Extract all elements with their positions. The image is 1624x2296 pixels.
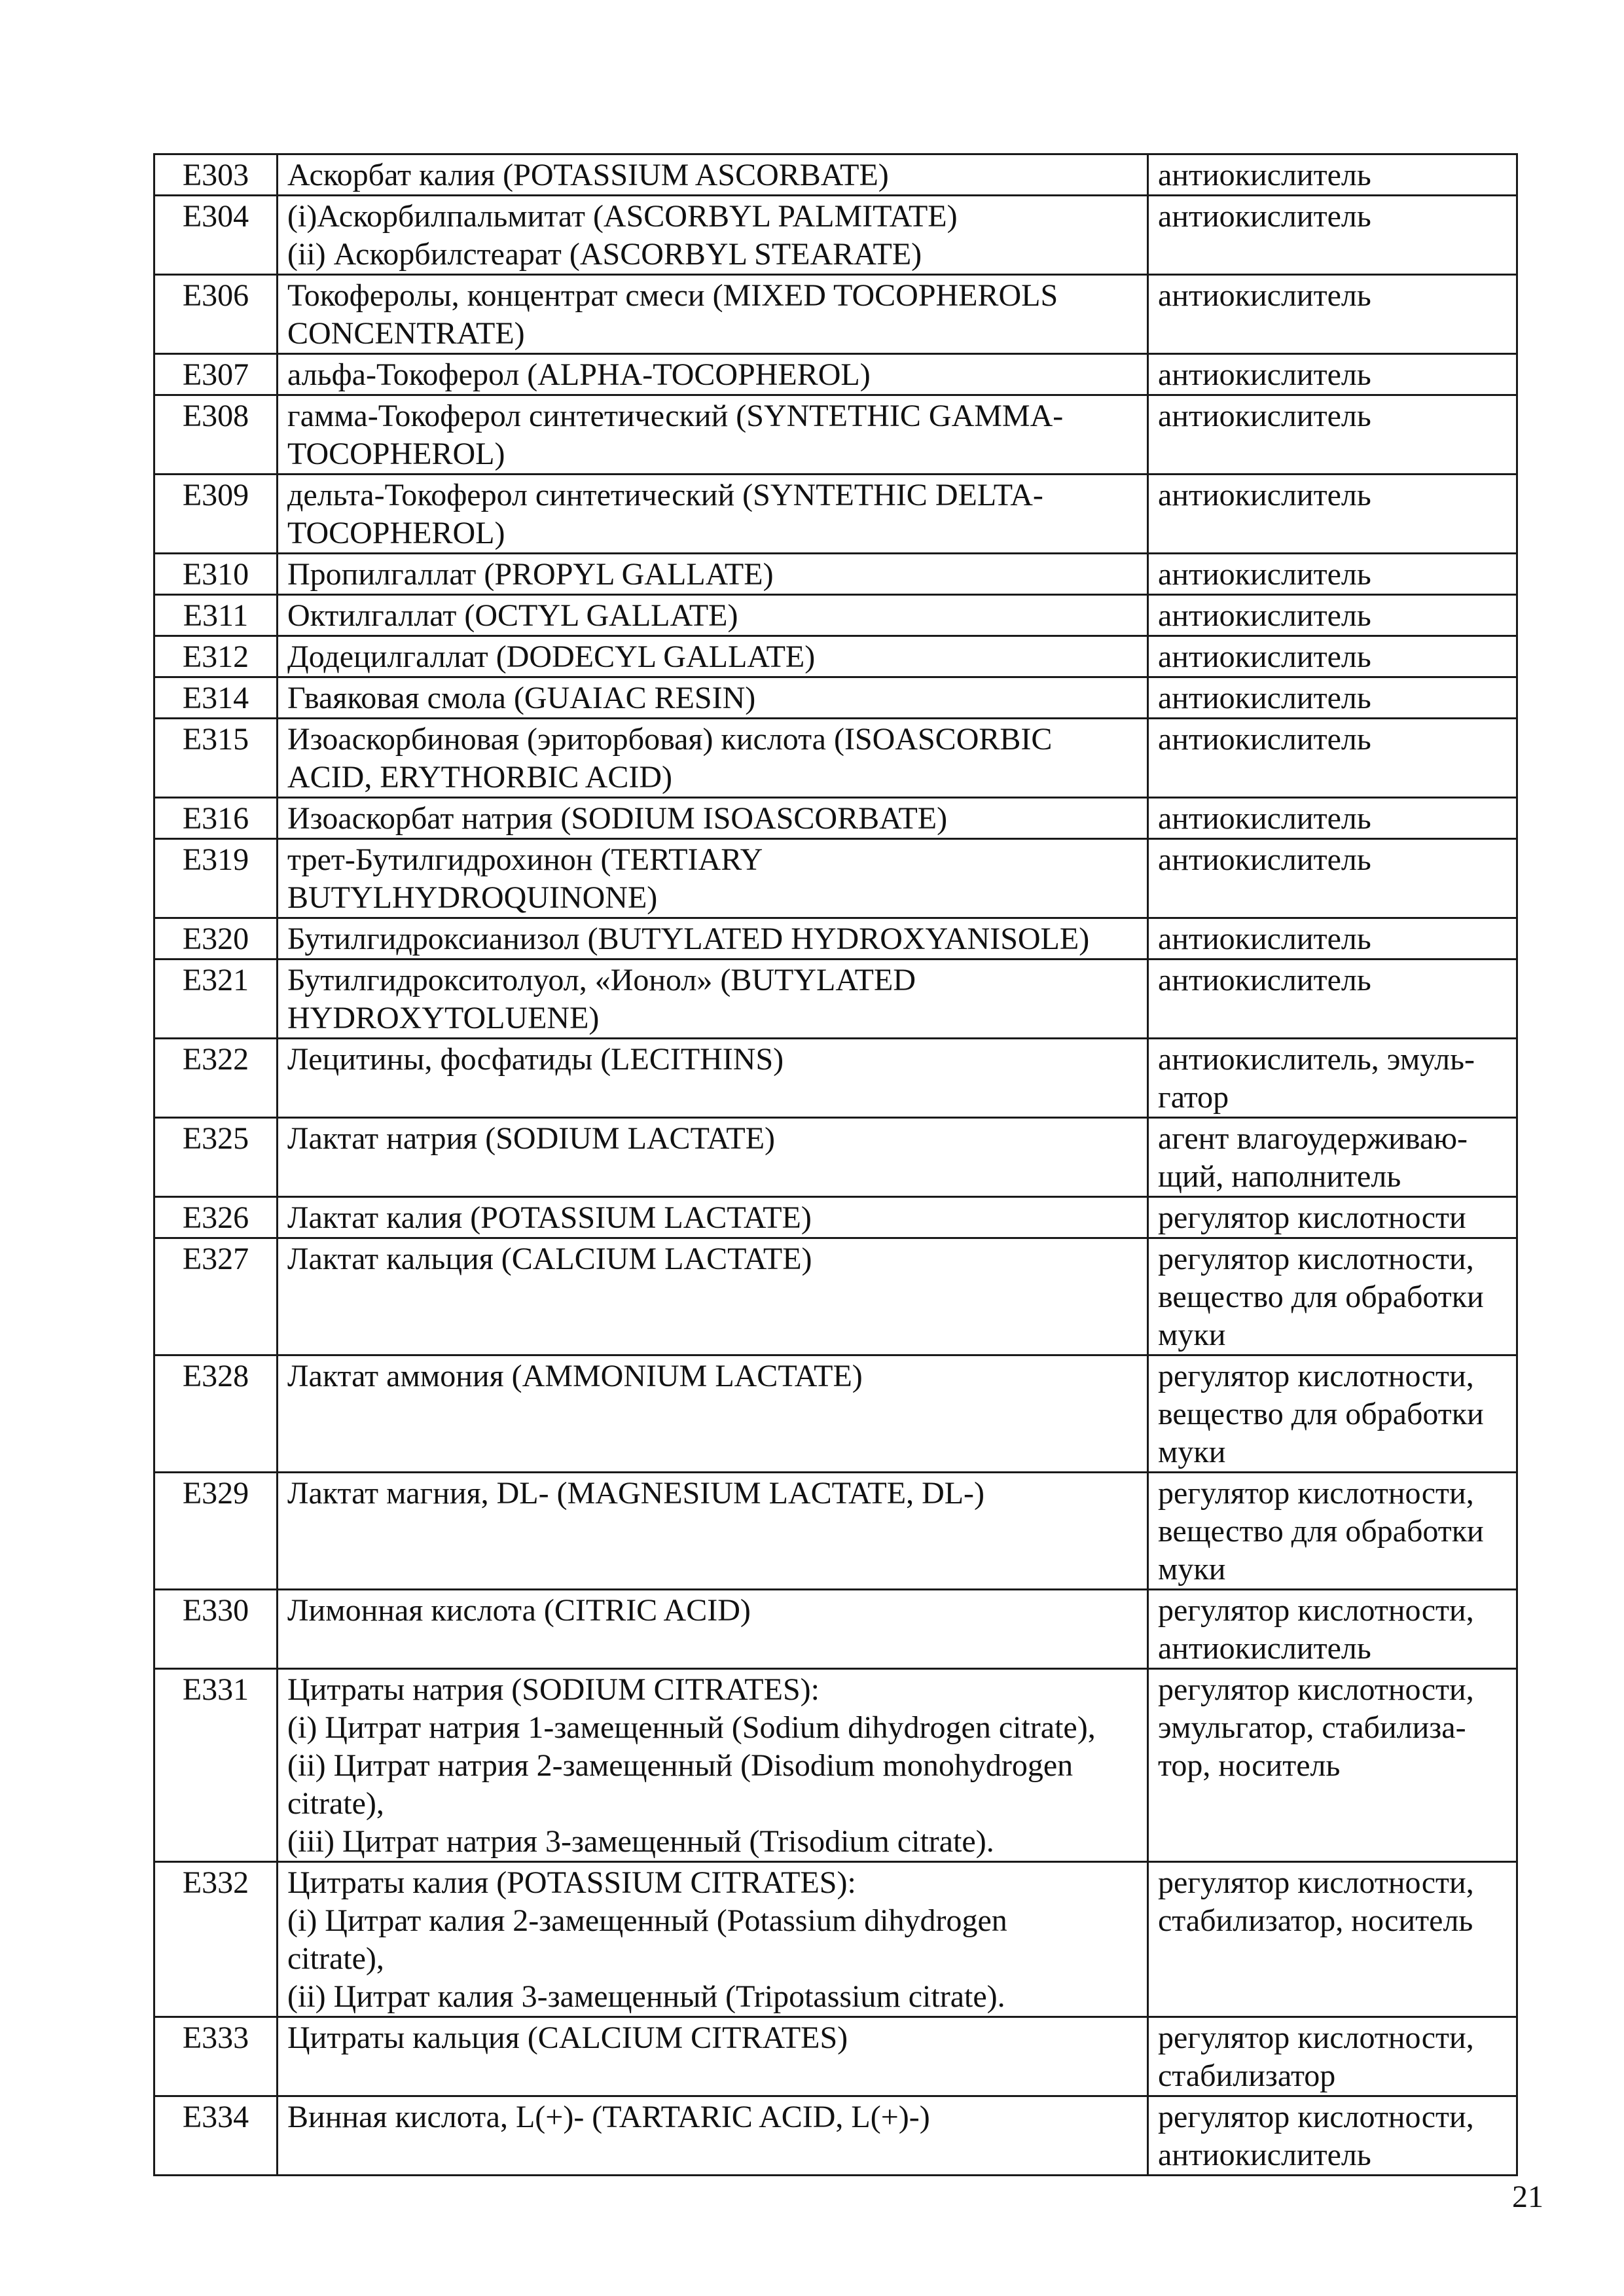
additive-code: E315 [154, 719, 278, 798]
table-row [154, 1590, 1517, 1669]
additive-name-line: Октилгаллат (OCTYL GALLATE) [287, 598, 738, 633]
additive-name-line: Лактат аммония (AMMONIUM LACTATE) [287, 1359, 863, 1393]
additive-code: E334 [154, 2096, 278, 2176]
additive-name-line: (iii) Цитрат натрия 3-замещенный (Trisodium citrate). [287, 1824, 994, 1859]
additive-code: E312 [154, 636, 278, 677]
additive-function [1148, 798, 1517, 839]
additive-name [278, 2096, 1148, 2176]
table-row [154, 1118, 1517, 1197]
additive-function-line: антиокислитель [1158, 199, 1371, 234]
additive-function [1148, 1669, 1517, 1862]
additive-function-line: антиокислитель [1158, 681, 1371, 715]
additive-code: E321 [154, 960, 278, 1039]
additive-name [278, 719, 1148, 798]
additive-code: E314 [154, 677, 278, 719]
additive-function-line: вещество для обработки [1158, 1514, 1484, 1549]
additive-function-line: агент влагоудерживаю- [1158, 1121, 1468, 1156]
additive-name [278, 395, 1148, 475]
additive-function [1148, 354, 1517, 395]
additive-name [278, 1039, 1148, 1118]
additive-function [1148, 196, 1517, 275]
additive-name-line: (ii) Цитрат калия 3-замещенный (Tripotassium citrate). [287, 1979, 1005, 2014]
additive-name-line: (i) Цитрат калия 2-замещенный (Potassium dihydrogen [287, 1903, 1007, 1938]
additive-name [278, 798, 1148, 839]
additive-function [1148, 1590, 1517, 1669]
additive-function-line: регулятор кислотности, [1158, 1865, 1474, 1900]
additive-name-line: дельта-Токоферол синтетический (SYNTETHIC DELTA- [287, 478, 1043, 512]
additive-function [1148, 636, 1517, 677]
additive-function [1148, 677, 1517, 719]
table-row [154, 2096, 1517, 2176]
additive-name-line: TOCOPHEROL) [287, 516, 505, 550]
additive-function [1148, 2017, 1517, 2096]
table-row [154, 2017, 1517, 2096]
table-row [154, 1669, 1517, 1862]
table-row [154, 1862, 1517, 2017]
additive-code: E333 [154, 2017, 278, 2096]
additive-function [1148, 1118, 1517, 1197]
additive-name-line: трет-Бутилгидрохинон (TERTIARY [287, 842, 763, 877]
additive-code: E327 [154, 1238, 278, 1355]
table-row [154, 719, 1517, 798]
table-row [154, 636, 1517, 677]
additive-function [1148, 918, 1517, 960]
additive-function-line: регулятор кислотности, [1158, 1242, 1474, 1276]
additive-name [278, 475, 1148, 554]
table-row [154, 275, 1517, 354]
additives-table [153, 153, 1518, 2176]
additive-code: E331 [154, 1669, 278, 1862]
additive-name [278, 1669, 1148, 1862]
additive-function-line: муки [1158, 1435, 1226, 1469]
additive-function-line: антиокислитель [1158, 801, 1371, 836]
table-row [154, 354, 1517, 395]
additive-code: E322 [154, 1039, 278, 1118]
additive-name [278, 1355, 1148, 1473]
additive-name-line: Токоферолы, концентрат смеси (MIXED TOCOPHEROLS [287, 278, 1058, 313]
additive-name [278, 1197, 1148, 1238]
additive-name-line: Лимонная кислота (CITRIC ACID) [287, 1593, 751, 1628]
additive-code: E330 [154, 1590, 278, 1669]
additive-function-line: регулятор кислотности, [1158, 2020, 1474, 2055]
additive-function-line: антиокислитель [1158, 2138, 1371, 2172]
additive-code: E316 [154, 798, 278, 839]
additive-name [278, 677, 1148, 719]
additive-name [278, 2017, 1148, 2096]
additive-function-line: антиокислитель, эмуль- [1158, 1042, 1475, 1077]
table-row [154, 1039, 1517, 1118]
additive-name-line: BUTYLHYDROQUINONE) [287, 880, 658, 915]
additive-function-line: антиокислитель [1158, 639, 1371, 674]
additive-function-line: антиокислитель [1158, 557, 1371, 592]
additive-name-line: Лактат кальция (CALCIUM LACTATE) [287, 1242, 812, 1276]
table-row [154, 798, 1517, 839]
additive-name-line: Цитраты калия (POTASSIUM CITRATES): [287, 1865, 856, 1900]
additive-name-line: Винная кислота, L(+)- (TARTARIC ACID, L(+)-) [287, 2100, 930, 2134]
additive-code: E332 [154, 1862, 278, 2017]
additive-name-line: Додецилгаллат (DODECYL GALLATE) [287, 639, 816, 674]
additive-name-line: Лецитины, фосфатиды (LECITHINS) [287, 1042, 784, 1077]
additive-name-line: TOCOPHEROL) [287, 437, 505, 471]
additive-function [1148, 2096, 1517, 2176]
additive-function-line: антиокислитель [1158, 963, 1371, 997]
additive-name [278, 275, 1148, 354]
additive-name-line: Лактат натрия (SODIUM LACTATE) [287, 1121, 776, 1156]
additive-function-line: регулятор кислотности, [1158, 1359, 1474, 1393]
additive-code: E329 [154, 1473, 278, 1590]
additive-name-line: Лактат калия (POTASSIUM LACTATE) [287, 1200, 812, 1235]
additive-function-line: антиокислитель [1158, 357, 1371, 392]
table-body [154, 154, 1517, 2176]
additive-function [1148, 1039, 1517, 1118]
additive-name [278, 1590, 1148, 1669]
additive-name [278, 960, 1148, 1039]
additive-function [1148, 1862, 1517, 2017]
additive-function [1148, 595, 1517, 636]
additive-code: E311 [154, 595, 278, 636]
additive-function [1148, 1473, 1517, 1590]
additive-function [1148, 154, 1517, 196]
additive-name-line: CONCENTRATE) [287, 316, 525, 351]
additive-name [278, 154, 1148, 196]
additive-function-line: антиокислитель [1158, 1631, 1371, 1666]
table-row [154, 554, 1517, 595]
additive-name [278, 839, 1148, 918]
additive-name [278, 1473, 1148, 1590]
table-row [154, 475, 1517, 554]
additive-function [1148, 475, 1517, 554]
additive-function-line: муки [1158, 1552, 1226, 1587]
additive-code: E306 [154, 275, 278, 354]
additive-name-line: Пропилгаллат (PROPYL GALLATE) [287, 557, 774, 592]
additive-function [1148, 1238, 1517, 1355]
additive-function-line: муки [1158, 1318, 1226, 1352]
table-row [154, 196, 1517, 275]
additive-function-line: антиокислитель [1158, 399, 1371, 433]
additive-name-line: Бутилгидроксианизол (BUTYLATED HYDROXYANISOLE) [287, 922, 1090, 956]
additive-function [1148, 275, 1517, 354]
additive-name-line: citrate), [287, 1941, 384, 1976]
additive-name-line: Цитраты натрия (SODIUM CITRATES): [287, 1672, 820, 1707]
additive-name [278, 636, 1148, 677]
additive-function-line: антиокислитель [1158, 598, 1371, 633]
table-row [154, 918, 1517, 960]
table-row [154, 395, 1517, 475]
additive-function-line: регулятор кислотности, [1158, 2100, 1474, 2134]
additive-code: E304 [154, 196, 278, 275]
additive-name-line: Изоаскорбат натрия (SODIUM ISOASCORBATE) [287, 801, 948, 836]
additive-function-line: регулятор кислотности [1158, 1200, 1466, 1235]
additive-code: E310 [154, 554, 278, 595]
additive-name-line: альфа-Токоферол (ALPHA-TOCOPHEROL) [287, 357, 871, 392]
additive-function [1148, 960, 1517, 1039]
additive-code: E303 [154, 154, 278, 196]
additive-function-line: антиокислитель [1158, 278, 1371, 313]
additive-function-line: антиокислитель [1158, 722, 1371, 757]
additive-name-line: Цитраты кальция (CALCIUM CITRATES) [287, 2020, 848, 2055]
additive-name-line: Аскорбат калия (POTASSIUM ASCORBATE) [287, 158, 889, 192]
additive-name [278, 595, 1148, 636]
additive-name [278, 1238, 1148, 1355]
additive-function-line: вещество для обработки [1158, 1397, 1484, 1431]
additive-function [1148, 1197, 1517, 1238]
additive-name-line: HYDROXYTOLUENE) [287, 1001, 600, 1035]
additive-function-line: регулятор кислотности, [1158, 1672, 1474, 1707]
additive-function-line: антиокислитель [1158, 158, 1371, 192]
additive-function [1148, 1355, 1517, 1473]
additive-name-line: citrate), [287, 1786, 384, 1821]
additive-function-line: гатор [1158, 1080, 1229, 1115]
additive-name [278, 1118, 1148, 1197]
additive-function-line: стабилизатор, носитель [1158, 1903, 1473, 1938]
table-row [154, 1355, 1517, 1473]
page-number: 21 [1512, 2179, 1543, 2214]
additive-function-line: щий, наполнитель [1158, 1159, 1401, 1194]
additive-function-line: антиокислитель [1158, 478, 1371, 512]
additive-name-line: (ii) Аскорбилстеарат (ASCORBYL STEARATE) [287, 237, 922, 272]
additive-name-line: (ii) Цитрат натрия 2-замещенный (Disodium monohydrogen [287, 1748, 1074, 1783]
additive-code: E320 [154, 918, 278, 960]
additive-name-line: Бутилгидрокситолуол, «Ионол» (BUTYLATED [287, 963, 916, 997]
table-row [154, 677, 1517, 719]
additive-function-line: антиокислитель [1158, 842, 1371, 877]
table-row [154, 839, 1517, 918]
additive-function [1148, 719, 1517, 798]
table-row [154, 154, 1517, 196]
additive-name-line: Изоаскорбиновая (эриторбовая) кислота (ISOASCORBIC [287, 722, 1053, 757]
additive-code: E325 [154, 1118, 278, 1197]
additive-name-line: гамма-Токоферол синтетический (SYNTETHIC GAMMA- [287, 399, 1064, 433]
additive-function-line: регулятор кислотности, [1158, 1476, 1474, 1511]
additive-code: E307 [154, 354, 278, 395]
additive-function [1148, 554, 1517, 595]
additive-name [278, 354, 1148, 395]
additive-name [278, 918, 1148, 960]
additive-name-line: Лактат магния, DL- (MAGNESIUM LACTATE, DL-) [287, 1476, 985, 1511]
additive-name [278, 554, 1148, 595]
table-row [154, 1473, 1517, 1590]
additive-code: E326 [154, 1197, 278, 1238]
additive-name-line: (i)Аскорбилпальмитат (ASCORBYL PALMITATE) [287, 199, 958, 234]
additive-code: E319 [154, 839, 278, 918]
additive-code: E309 [154, 475, 278, 554]
table-row [154, 1238, 1517, 1355]
additive-function-line: вещество для обработки [1158, 1280, 1484, 1314]
additive-function-line: антиокислитель [1158, 922, 1371, 956]
additive-function-line: регулятор кислотности, [1158, 1593, 1474, 1628]
table-row [154, 595, 1517, 636]
additive-code: E308 [154, 395, 278, 475]
additive-code: E328 [154, 1355, 278, 1473]
additive-function [1148, 395, 1517, 475]
table-row [154, 960, 1517, 1039]
additive-name [278, 196, 1148, 275]
additive-name-line: Гваяковая смола (GUAIAC RESIN) [287, 681, 756, 715]
additive-name-line: (i) Цитрат натрия 1-замещенный (Sodium dihydrogen citrate), [287, 1710, 1096, 1745]
additive-name [278, 1862, 1148, 2017]
additive-function-line: тор, носитель [1158, 1748, 1341, 1783]
additive-function-line: стабилизатор [1158, 2058, 1336, 2093]
additive-function [1148, 839, 1517, 918]
additive-name-line: ACID, ERYTHORBIC ACID) [287, 760, 673, 795]
table-row [154, 1197, 1517, 1238]
additive-function-line: эмульгатор, стабилиза- [1158, 1710, 1466, 1745]
